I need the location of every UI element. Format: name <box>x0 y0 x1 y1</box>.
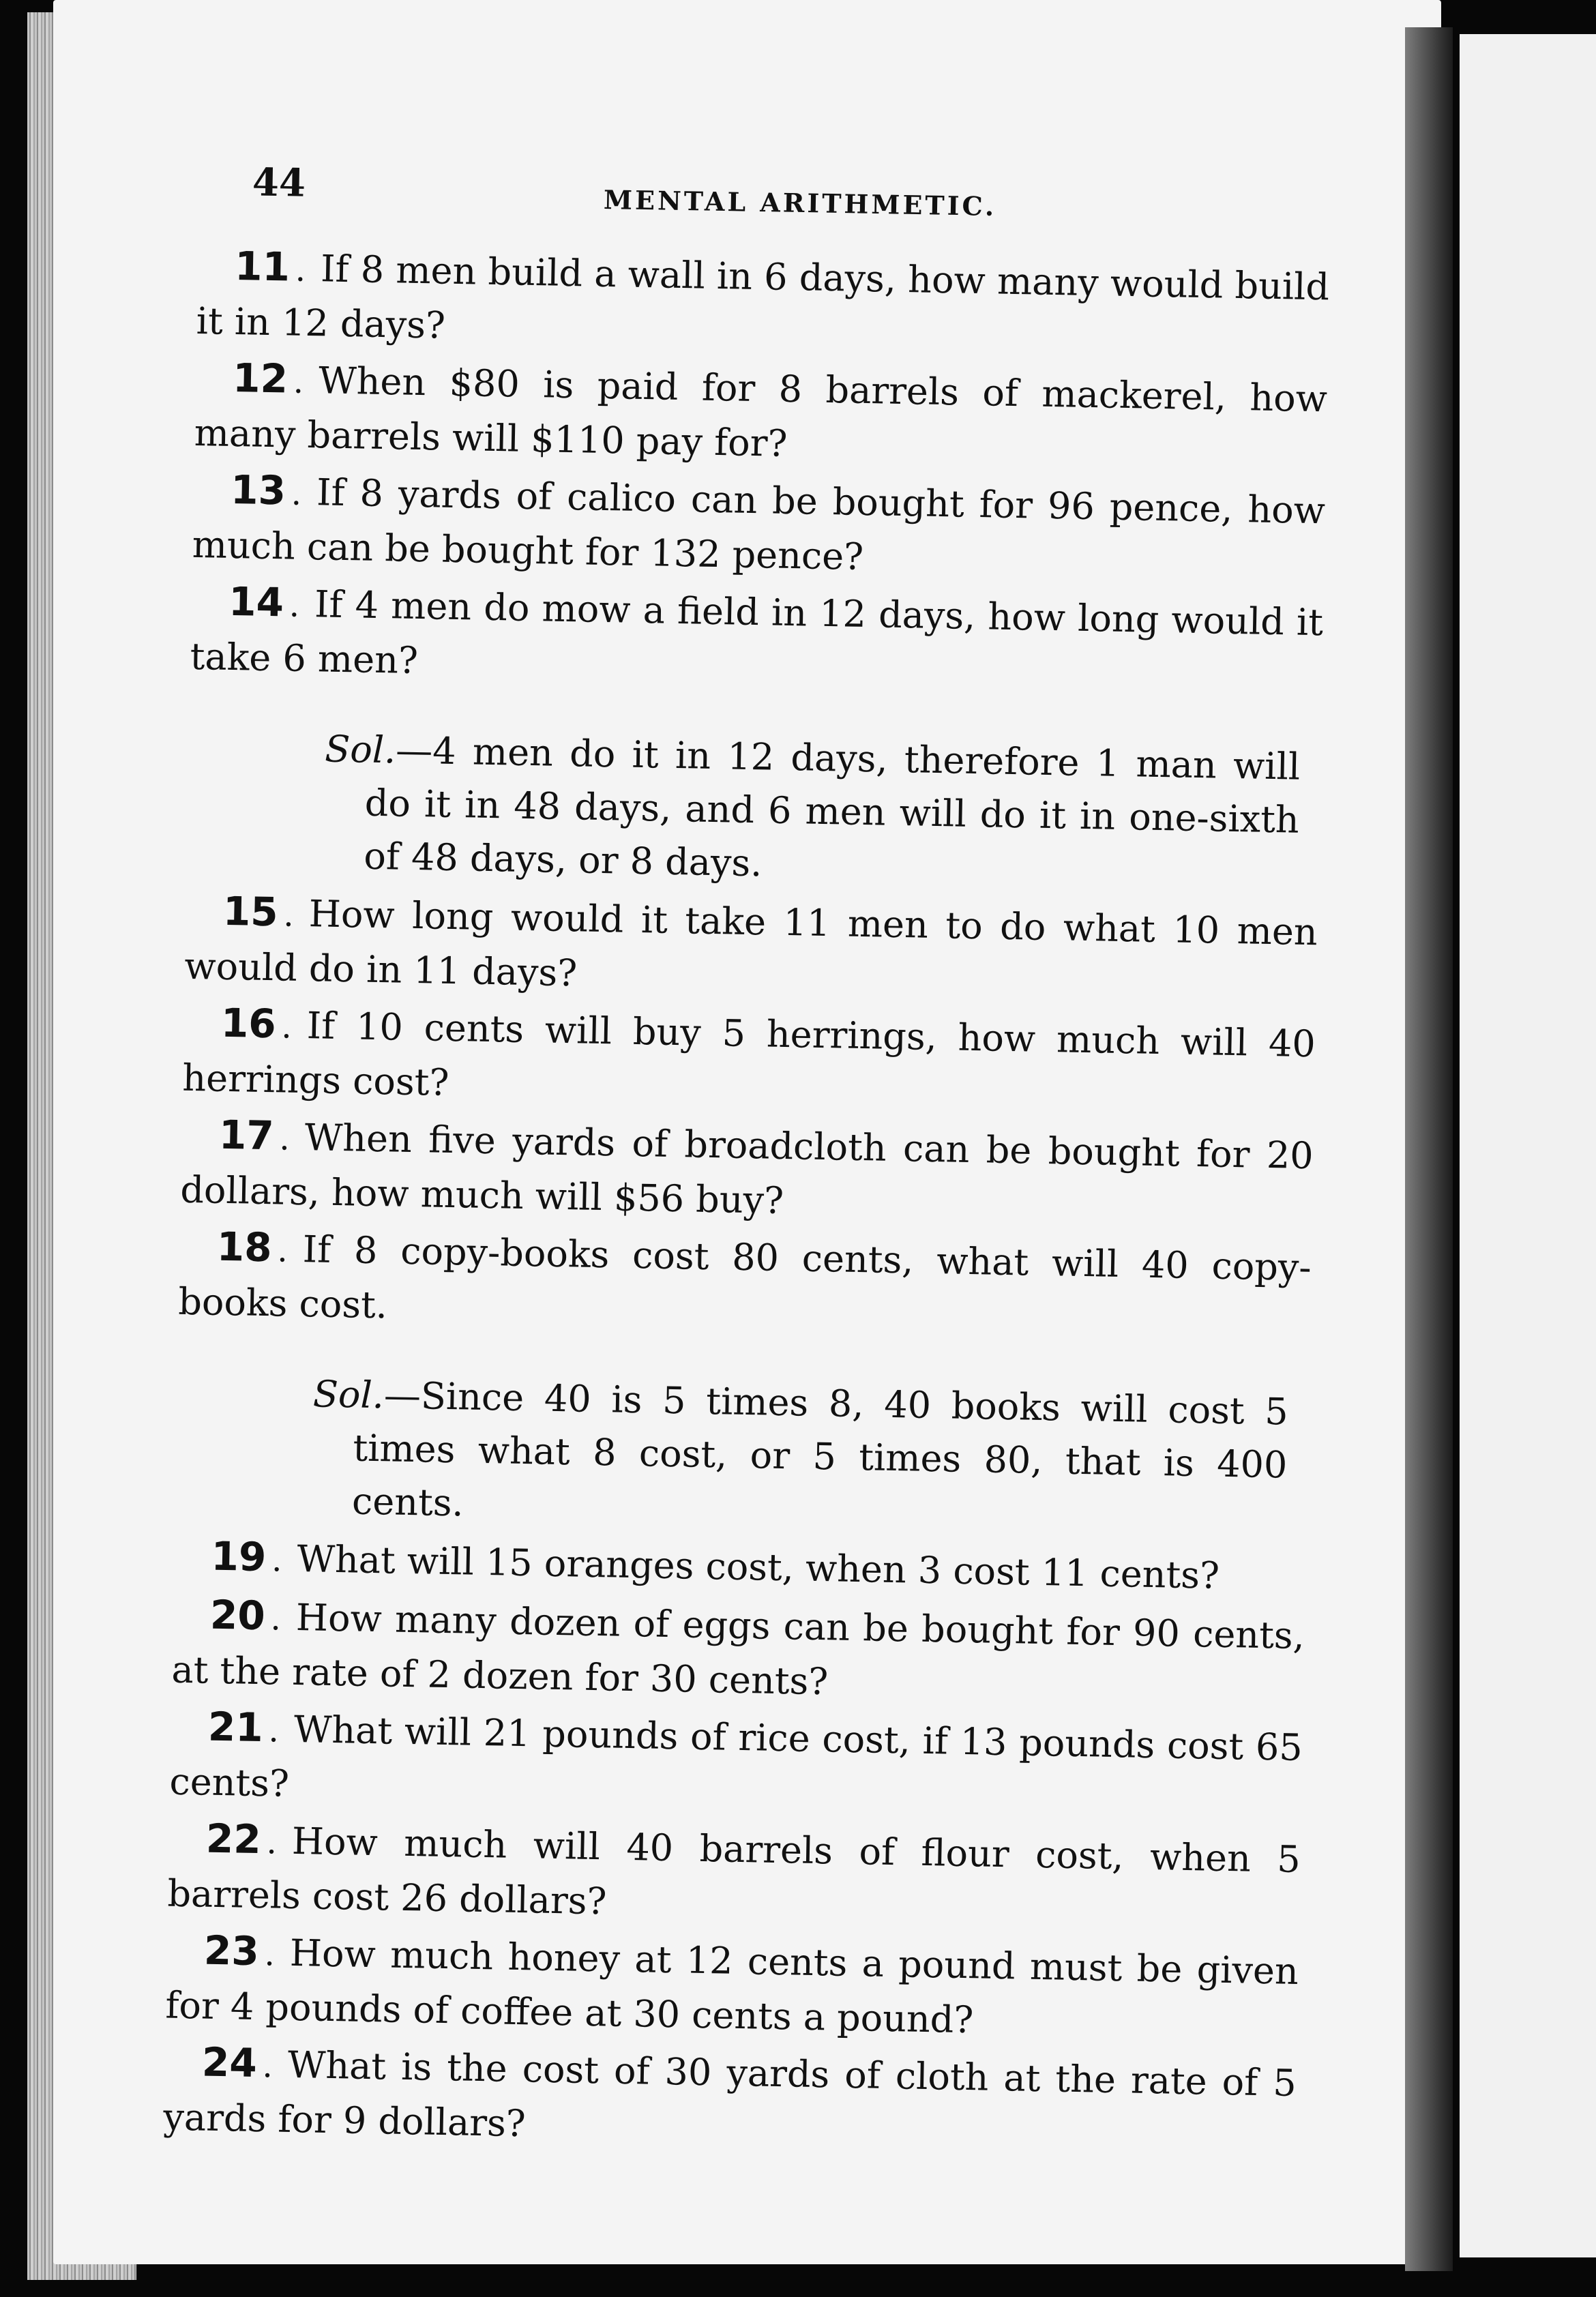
solution-18 <box>310 1367 1288 1545</box>
problem-text: How many dozen of eggs can be bought for 90 cents, at the rate of 2 dozen for 30 cents? <box>171 1595 1305 1704</box>
problem-20: 20 . How many dozen of eggs can be bought for 90 cents, at the rate of 2 dozen for 30 cents? <box>171 1588 1305 1717</box>
problem-22: 22 . How much will 40 barrels of flour cost, when 5 barrels cost 26 dollars? <box>167 1811 1301 1941</box>
problem-text: When $80 is paid for 8 barrels of mackerel, how many barrels will $110 pay for? <box>194 359 1328 465</box>
problem-text: How much will 40 barrels of flour cost, when 5 barrels cost 26 dollars? <box>166 1819 1301 1923</box>
problem-24: 24 . What is the cost of 30 yards of cloth at the rate of 5 yards for 9 dollars? <box>163 2035 1297 2165</box>
problem-text: If 8 yards of calico can be bought for 96 pence, how much can be bought for 132 pence? <box>192 471 1326 578</box>
solution-label: Sol. <box>324 727 396 772</box>
problem-19: 19 . What will 15 oranges cost, when 3 cost 11 cents? <box>173 1529 1306 1605</box>
page-number: 44 <box>252 160 306 206</box>
solution-text: —4 men do it in 12 days, therefore 1 man will do it in 48 days, and 6 men will do it in one-sixth of 48 days, or 8 days. <box>363 728 1301 885</box>
problem-number: 16 <box>220 999 277 1048</box>
problem-13: 13 . If 8 yards of calico can be bought for 96 pence, how much can be bought for 132 pence? <box>192 462 1326 592</box>
problem-number: 22 <box>205 1815 262 1863</box>
problem-17: 17 . When five yards of broadcloth can be bought for 20 dollars, how much will $56 buy? <box>180 1108 1314 1237</box>
problem-16: 16 . If 10 cents will buy 5 herrings, how much will 40 herrings cost? <box>182 996 1316 1125</box>
problem-number: 24 <box>201 2039 258 2087</box>
problem-text: How long would it take 11 men to do what 10 men would do in 11 days? <box>183 892 1318 995</box>
solution-label: Sol. <box>312 1372 385 1417</box>
problems-section <box>163 239 1344 2167</box>
problem-text: How much honey at 12 cents a pound must be given for 4 pounds of coffee at 30 cents a pound? <box>164 1931 1299 2042</box>
problem-12: 12 . When $80 is paid for 8 barrels of mackerel, how many barrels will $110 pay for? <box>194 351 1328 480</box>
problem-number: 19 <box>210 1532 267 1581</box>
problem-15: 15 . How long would it take 11 men to do what 10 men would do in 11 days? <box>184 884 1318 1013</box>
running-title: MENTAL ARITHMETIC. <box>603 183 997 222</box>
page-header <box>252 160 1446 228</box>
problem-14: 14 . If 4 men do mow a field in 12 days, how long would it take 6 men? <box>190 574 1324 704</box>
problem-text: What is the cost of 30 yards of cloth at the rate of 5 yards for 9 dollars? <box>162 2043 1297 2146</box>
problem-text: If 4 men do mow a field in 12 days, how long would it take 6 men? <box>190 582 1324 683</box>
problem-number: 12 <box>232 354 289 402</box>
problem-number: 20 <box>209 1591 266 1640</box>
problem-number: 17 <box>218 1111 275 1159</box>
problem-text: What will 15 oranges cost, when 3 cost 11 cents? <box>296 1537 1220 1597</box>
problem-21: 21 . What will 21 pounds of rice cost, if 13 pounds cost 65 cents? <box>169 1700 1303 1829</box>
problem-number: 13 <box>230 466 286 514</box>
problem-text: What will 21 pounds of rice cost, if 13 pounds cost 65 cents? <box>168 1707 1303 1805</box>
problem-11: 11 . If 8 men build a wall in 6 days, how many would build it in 12 days? <box>196 239 1330 368</box>
problem-number: 23 <box>203 1927 260 1975</box>
problem-text: If 8 men build a wall in 6 days, how many would build it in 12 days? <box>196 247 1330 347</box>
problem-number: 18 <box>216 1223 273 1271</box>
problem-number: 14 <box>228 578 284 626</box>
right-page <box>1460 34 1596 2257</box>
problem-text: If 10 cents will buy 5 herrings, how much will 40 herrings cost? <box>181 1004 1316 1104</box>
problem-23: 23 . How much honey at 12 cents a pound must be given for 4 pounds of coffee at 30 cents a pound? <box>165 1923 1299 2053</box>
problem-number: 11 <box>234 243 291 291</box>
problem-text: When five yards of broadcloth can be bought for 20 dollars, how much will $56 buy? <box>179 1116 1314 1222</box>
problem-18: 18 . If 8 copy-books cost 80 cents, what will 40 copy-books cost. <box>178 1219 1312 1349</box>
problem-text: If 8 copy-books cost 80 cents, what will 40 copy-books cost. <box>177 1228 1312 1327</box>
solution-text: —Since 40 is 5 times 8, 40 books will cost 5 times what 8 cost, or 5 times 80, that is 400 cents. <box>351 1374 1289 1525</box>
problem-number: 21 <box>207 1703 264 1751</box>
solution-14 <box>323 723 1301 900</box>
book-gutter <box>1405 27 1453 2271</box>
problem-number: 15 <box>222 887 279 936</box>
